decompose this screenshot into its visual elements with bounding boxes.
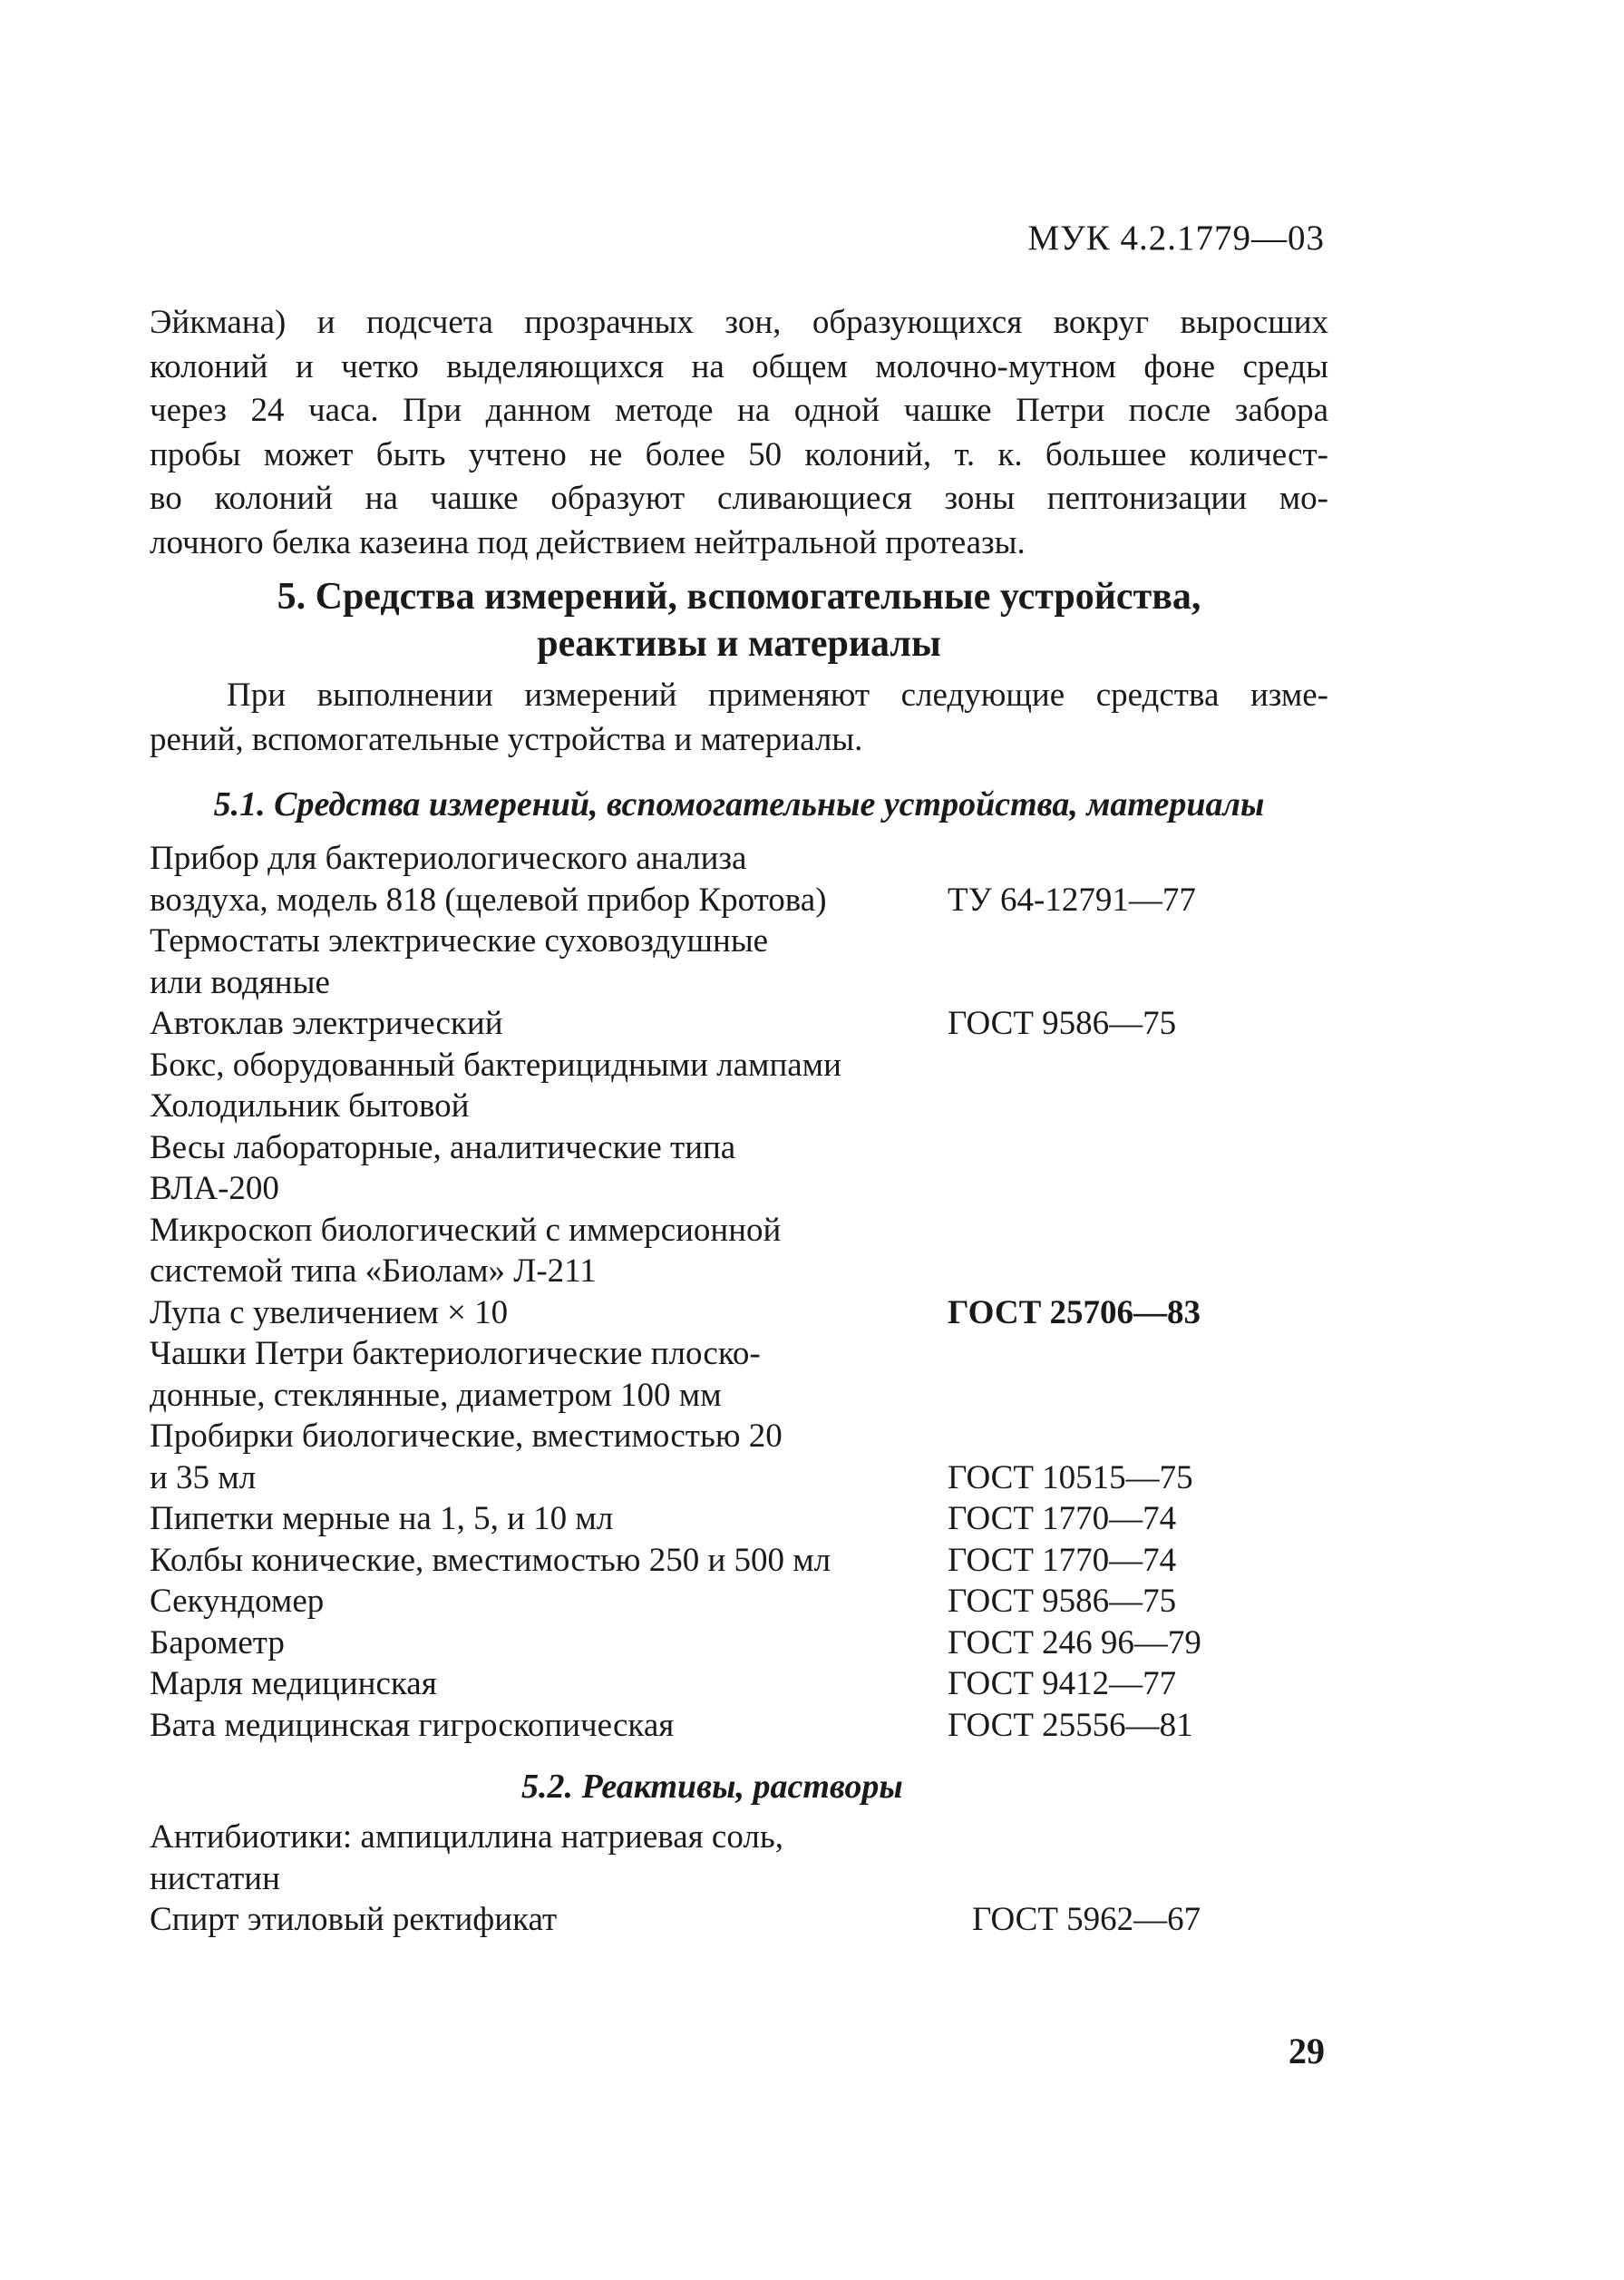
- item-name-line: Бокс, оборудованный бактерицидными лампами: [150, 1046, 841, 1084]
- list-item: [150, 1086, 1328, 1127]
- section-5-heading: [150, 573, 1328, 667]
- item-name-line: Секундомер: [150, 1583, 325, 1620]
- item-standard: ГОСТ 9586—75: [948, 1583, 1177, 1620]
- item-name-line: и 35 мл: [150, 1458, 257, 1496]
- intro-line: колоний и четко выделяющихся на общем молочно-мутном фоне среды: [150, 347, 1328, 385]
- item-name-line: Пробирки биологические, вместимостью 20: [150, 1418, 783, 1455]
- section-5-heading-line: реактивы и материалы: [537, 623, 941, 665]
- reagents-list: [150, 1817, 1328, 1941]
- item-name: [150, 1333, 948, 1416]
- section-5-lead: [150, 674, 1328, 762]
- list-item: [150, 1292, 1328, 1334]
- item-name-line: ВЛА-200: [150, 1170, 279, 1207]
- item-name-line: Спирт этиловый ректификат: [150, 1901, 558, 1938]
- subsection-5-1-heading: 5.1. Средства измерений, вспомогательные устройства, материалы: [213, 785, 1265, 823]
- document-code: МУК 4.2.1779—03: [1027, 219, 1325, 258]
- list-item: [150, 1127, 1328, 1210]
- list-item: [150, 1333, 1328, 1416]
- item-name: [150, 1127, 948, 1210]
- list-item: [150, 1899, 1328, 1941]
- intro-line: лочного белка казеина под действием нейтральной протеазы.: [150, 523, 1026, 561]
- item-name-line: Термостаты электрические суховоздушные: [150, 922, 769, 960]
- item-name: [150, 1540, 948, 1582]
- intro-line: пробы может быть учтено не более 50 колоний, т. к. большее количест-: [150, 435, 1328, 473]
- item-name-line: Марля медицинская: [150, 1665, 437, 1702]
- intro-line: через 24 часа. При данном методе на одной чашке Петри после забора: [150, 392, 1328, 429]
- list-item: [150, 1705, 1328, 1747]
- item-name-line: Чашки Петри бактериологические плоско-: [150, 1335, 761, 1372]
- item-name: [150, 1817, 948, 1899]
- item-name: [150, 1581, 948, 1622]
- list-item: [150, 1540, 1328, 1582]
- intro-line: Эйкмана) и подсчета прозрачных зон, образующихся вокруг выросших: [150, 304, 1328, 341]
- item-name: [150, 1292, 948, 1334]
- item-name-line: Колбы конические, вместимостью 250 и 500 мл: [150, 1541, 831, 1579]
- section-5-heading-line: 5. Средства измерений, вспомогательные устройства,: [277, 576, 1201, 618]
- item-standard: ГОСТ 5962—67: [972, 1901, 1201, 1938]
- list-item: [150, 1663, 1328, 1705]
- item-name-line: системой типа «Биолам» Л-211: [150, 1252, 597, 1290]
- item-standard: ГОСТ 25706—83: [948, 1293, 1201, 1331]
- list-item: [150, 1498, 1328, 1540]
- item-name: [150, 1622, 948, 1664]
- item-name-line: донные, стеклянные, диаметром 100 мм: [150, 1376, 722, 1414]
- list-item: [150, 1210, 1328, 1292]
- item-name: [150, 1086, 948, 1127]
- item-standard: ГОСТ 25556—81: [948, 1706, 1193, 1744]
- item-name: [150, 921, 948, 1003]
- item-name-line: Лупа с увеличением × 10: [150, 1293, 509, 1331]
- item-name-line: Холодильник бытовой: [150, 1087, 470, 1125]
- list-item: [150, 1003, 1328, 1045]
- intro-paragraph: [150, 301, 1328, 565]
- item-name-line: воздуха, модель 818 (щелевой прибор Кротова): [150, 881, 827, 919]
- subsection-5-2-heading: 5.2. Реактивы, растворы: [521, 1768, 903, 1806]
- lead-line: рений, вспомогательные устройства и материалы.: [150, 720, 863, 758]
- item-name: [150, 1003, 948, 1045]
- item-name-line: нистатин: [150, 1859, 280, 1897]
- list-item: [150, 1581, 1328, 1622]
- item-name-line: Автоклав электрический: [150, 1005, 503, 1042]
- list-item: [150, 921, 1328, 1003]
- item-standard: ГОСТ 9412—77: [948, 1665, 1177, 1702]
- item-name-line: Антибиотики: ампициллина натриевая соль,: [150, 1818, 783, 1856]
- item-standard: ГОСТ 10515—75: [948, 1458, 1193, 1496]
- list-item: [150, 1045, 1328, 1086]
- item-name: [150, 1210, 948, 1292]
- item-name: [150, 1705, 948, 1747]
- item-name-line: Пипетки мерные на 1, 5, и 10 мл: [150, 1500, 614, 1537]
- item-name-line: или водяные: [150, 963, 330, 1001]
- list-item: [150, 1416, 1328, 1498]
- list-item: [150, 838, 1328, 921]
- item-name: [150, 1416, 948, 1498]
- item-name: [150, 1045, 948, 1086]
- item-standard: ГОСТ 9586—75: [948, 1005, 1177, 1042]
- item-name: [150, 838, 948, 921]
- item-standard: ГОСТ 246 96—79: [948, 1623, 1201, 1661]
- item-name-line: Барометр: [150, 1623, 285, 1661]
- intro-line: во колоний на чашке образуют сливающиеся зоны пептонизации мо-: [150, 480, 1328, 517]
- item-name-line: Микроскоп биологический с иммерсионной: [150, 1211, 782, 1249]
- item-name-line: Весы лабораторные, аналитические типа: [150, 1128, 736, 1166]
- item-standard: ГОСТ 1770—74: [948, 1541, 1177, 1579]
- equipment-list: [150, 838, 1328, 1746]
- lead-line: При выполнении измерений применяют следующие средства изме-: [227, 677, 1328, 714]
- list-item: [150, 1622, 1328, 1664]
- list-item: [150, 1817, 1328, 1899]
- item-standard: ТУ 64-12791—77: [948, 881, 1196, 919]
- item-name: [150, 1498, 948, 1540]
- item-name: [150, 1899, 948, 1941]
- page-number: 29: [1289, 2031, 1325, 2071]
- item-name: [150, 1663, 948, 1705]
- item-name-line: Вата медицинская гигроскопическая: [150, 1706, 675, 1744]
- item-name-line: Прибор для бактериологического анализа: [150, 840, 747, 877]
- item-standard: ГОСТ 1770—74: [948, 1500, 1177, 1537]
